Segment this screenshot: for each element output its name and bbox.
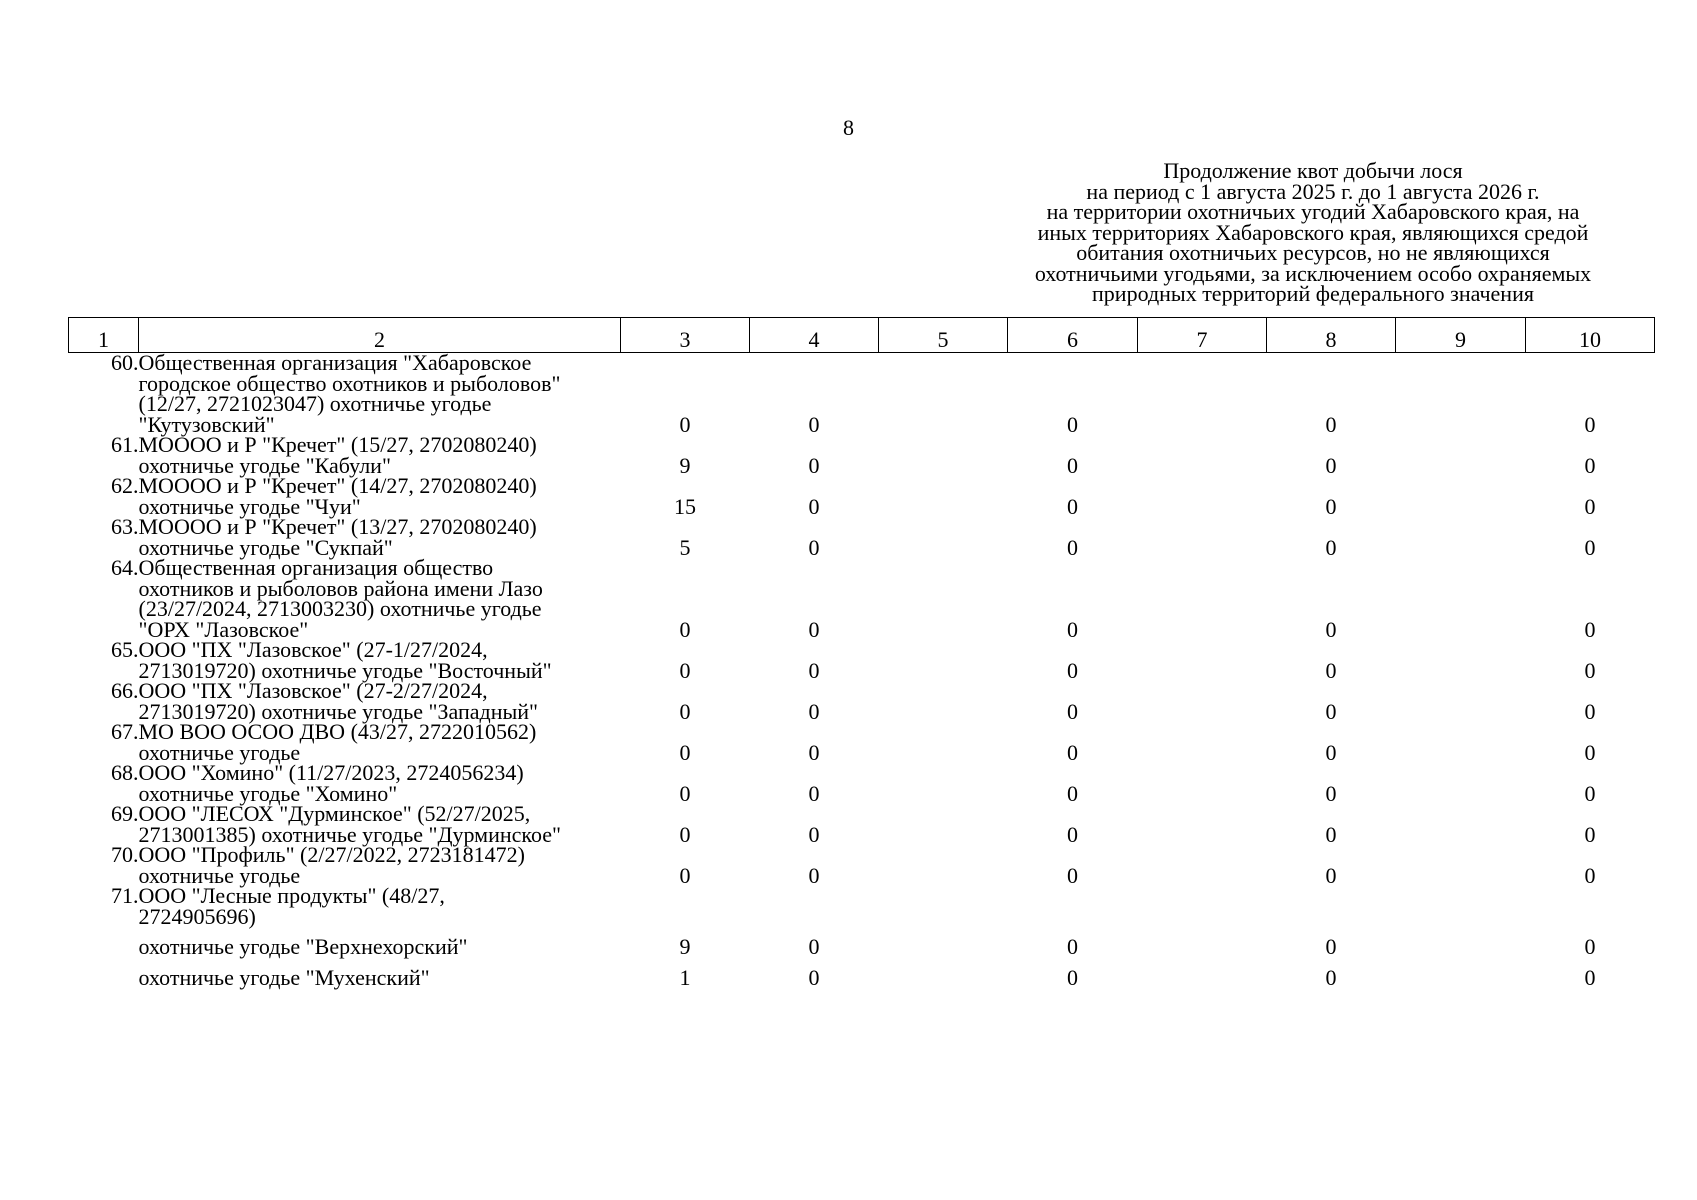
value-c3: 0: [679, 657, 691, 683]
name-line: ООО "Хомино" (11/27/2023, 2724056234): [138, 760, 524, 785]
name-line: (23/27/2024, 2713003230) охотничье угодье: [138, 596, 542, 621]
value-c4: [750, 886, 879, 927]
empty-cell: [879, 722, 1008, 763]
name-line: охотничье угодье "Мухенский": [138, 964, 430, 990]
value-c8: 0: [1325, 493, 1337, 519]
value-c8: 0: [1325, 452, 1337, 478]
row-number: 70.: [111, 842, 139, 867]
table-row: [69, 845, 1655, 886]
empty-cell: [879, 435, 1008, 476]
empty-cell: [879, 763, 1008, 804]
value-c10: 0: [1584, 616, 1596, 642]
value-c10: 0: [1584, 780, 1596, 806]
empty-cell: [879, 517, 1008, 558]
column-header-6: 6: [1008, 318, 1138, 353]
table-row: [69, 681, 1655, 722]
row-number: 62.: [111, 473, 139, 498]
empty-cell: [1396, 722, 1526, 763]
value-c3: 5: [679, 534, 691, 560]
value-c10: 0: [1584, 821, 1596, 847]
empty-cell: [879, 558, 1008, 640]
caption-line: на период с 1 августа 2025 г. до 1 августа 2026 г.: [1086, 178, 1540, 204]
name-line: Общественная организация "Хабаровское: [138, 350, 532, 375]
value-c8: 0: [1325, 411, 1337, 437]
value-c10: 0: [1584, 657, 1596, 683]
name-line: "ОРХ "Лазовское": [138, 616, 309, 642]
empty-cell: [1396, 763, 1526, 804]
empty-cell: [1138, 845, 1267, 886]
value-c6: 0: [1067, 862, 1078, 888]
table-row: [69, 517, 1655, 558]
value-c6: 0: [1067, 616, 1078, 642]
empty-cell: [1396, 640, 1526, 681]
value-c10: 0: [1584, 493, 1596, 519]
value-c4: 0: [808, 821, 820, 847]
table-row: [69, 558, 1655, 640]
value-c4: 0: [808, 862, 820, 888]
empty-cell: [1138, 353, 1267, 436]
empty-cell: [879, 958, 1008, 989]
value-c10: 0: [1584, 862, 1596, 888]
caption-line: иных территориях Хабаровского края, являющихся средой: [1037, 219, 1589, 245]
hunting-ground-name: [139, 958, 621, 989]
value-c6: 0: [1067, 411, 1078, 437]
value-c8: 0: [1325, 821, 1337, 847]
empty-cell: [879, 353, 1008, 436]
value-c3: [621, 886, 750, 927]
value-c8: 0: [1325, 780, 1337, 806]
hunting-ground-name: [138, 514, 621, 560]
empty-cell: [879, 681, 1008, 722]
name-line: охотничье угодье "Сукпай": [138, 534, 393, 560]
value-c4: 0: [808, 964, 820, 990]
empty-cell: [1396, 435, 1526, 476]
value-c6: 0: [1067, 739, 1078, 765]
empty-cell: [1396, 558, 1526, 640]
value-c8: 0: [1325, 862, 1337, 888]
column-header-2: 2: [139, 318, 621, 353]
value-c4: 0: [808, 616, 820, 642]
table-row: [69, 886, 1655, 927]
value-c8: 0: [1325, 534, 1337, 560]
value-c8: [1267, 886, 1396, 927]
row-number: 64.: [111, 555, 139, 580]
value-c6: 0: [1067, 698, 1078, 724]
name-line: охотничье угодье "Верхнехорский": [138, 934, 468, 959]
table-body: [69, 350, 1655, 990]
empty-cell: [1138, 476, 1267, 517]
hunting-ground-name: [138, 473, 621, 519]
value-c4: 0: [808, 739, 820, 765]
value-c3: 0: [679, 411, 691, 437]
row-number: [69, 927, 139, 958]
value-c6: 0: [1067, 780, 1078, 806]
hunting-ground-name: [139, 927, 621, 958]
column-header-3: 3: [621, 318, 750, 353]
empty-cell: [1396, 845, 1526, 886]
value-c4: 0: [808, 452, 820, 478]
value-c6: 0: [1067, 964, 1078, 990]
value-c3: 0: [679, 739, 691, 765]
hunting-ground-name: [138, 637, 621, 683]
hunting-ground-name: [138, 432, 621, 478]
empty-cell: [1138, 558, 1267, 640]
name-line: охотничье угодье "Хомино": [138, 780, 398, 806]
value-c6: 0: [1067, 534, 1078, 560]
column-header-10: 10: [1526, 318, 1655, 353]
name-line: 2713019720) охотничье угодье "Восточный": [138, 657, 552, 683]
page-number: 8: [843, 115, 854, 140]
empty-cell: [1138, 886, 1267, 927]
row-number: 65.: [111, 637, 139, 662]
name-line: охотничье угодье: [138, 862, 301, 888]
column-header-1: 1: [69, 318, 139, 353]
value-c10: 0: [1584, 964, 1596, 990]
row-number: 67.: [111, 719, 139, 744]
row-number: [69, 958, 139, 989]
caption-line: природных территорий федерального значения: [1092, 281, 1534, 306]
value-c6: [1008, 886, 1138, 927]
table-row: [69, 640, 1655, 681]
value-c6: 0: [1067, 452, 1078, 478]
empty-cell: [1396, 353, 1526, 436]
table-row: [69, 476, 1655, 517]
value-c3: 9: [679, 934, 691, 959]
name-line: 2724905696): [138, 903, 256, 929]
quota-table: [68, 317, 1655, 988]
value-c3: 0: [679, 821, 691, 847]
value-c4: 0: [808, 493, 820, 519]
empty-cell: [1138, 927, 1267, 958]
caption-line: охотничьими угодьями, за исключением особо охраняемых: [1034, 260, 1592, 286]
value-c3: 0: [679, 862, 691, 888]
value-c10: 0: [1584, 534, 1596, 560]
value-c3: 0: [679, 698, 691, 724]
row-number: 69.: [111, 801, 139, 826]
empty-cell: [879, 927, 1008, 958]
caption-line: на территории охотничьих угодий Хабаровского края, на: [1046, 199, 1580, 224]
name-line: ООО "Лесные продукты" (48/27,: [138, 883, 445, 908]
value-c4: 0: [808, 411, 820, 437]
table-row: [69, 958, 1655, 989]
empty-cell: [879, 886, 1008, 927]
name-line: ООО "ПХ "Лазовское" (27-1/27/2024,: [138, 637, 488, 662]
empty-cell: [1138, 435, 1267, 476]
empty-cell: [1396, 804, 1526, 845]
value-c8: 0: [1325, 698, 1337, 724]
name-line: охотничье угодье "Кабули": [138, 452, 391, 478]
empty-cell: [1396, 517, 1526, 558]
value-c3: 9: [679, 452, 691, 478]
table-row: [69, 804, 1655, 845]
table-row: [69, 435, 1655, 476]
hunting-ground-name: [138, 719, 621, 765]
row-number: 63.: [111, 514, 139, 539]
value-c8: 0: [1325, 739, 1337, 765]
empty-cell: [1138, 804, 1267, 845]
name-line: 2713001385) охотничье угодье "Дурминское": [138, 821, 561, 847]
name-line: 2713019720) охотничье угодье "Западный": [138, 698, 539, 724]
value-c8: 0: [1325, 657, 1337, 683]
name-line: Общественная организация общество: [138, 555, 494, 580]
value-c10: 0: [1584, 934, 1596, 959]
empty-cell: [1396, 886, 1526, 927]
hunting-ground-name: [138, 350, 621, 437]
name-line: (12/27, 2721023047) охотничье угодье: [138, 391, 492, 416]
row-number: 71.: [111, 883, 139, 908]
name-line: городское общество охотников и рыболовов": [138, 370, 561, 396]
value-c6: 0: [1067, 493, 1078, 519]
table-row: [69, 763, 1655, 804]
name-line: МО ВОО ОСОО ДВО (43/27, 2722010562): [138, 719, 537, 744]
value-c10: [1526, 886, 1655, 927]
column-header-9: 9: [1396, 318, 1526, 353]
table-row: [69, 722, 1655, 763]
value-c4: 0: [808, 534, 820, 560]
value-c6: 0: [1067, 657, 1078, 683]
name-line: "Кутузовский": [138, 411, 275, 437]
hunting-ground-name: [138, 760, 621, 806]
empty-cell: [1396, 927, 1526, 958]
value-c4: 0: [808, 934, 820, 959]
row-number: 68.: [111, 760, 139, 785]
name-line: охотников и рыболовов района имени Лазо: [138, 575, 543, 601]
value-c3: 1: [679, 964, 691, 990]
name-line: МОООО и Р "Кречет" (14/27, 2702080240): [138, 473, 537, 498]
empty-cell: [1396, 681, 1526, 722]
table-caption: [1013, 158, 1613, 306]
value-c10: 0: [1584, 452, 1596, 478]
column-header-7: 7: [1138, 318, 1267, 353]
value-c8: 0: [1325, 964, 1337, 990]
caption-line: Продолжение квот добычи лося: [1163, 158, 1463, 183]
value-c10: 0: [1584, 739, 1596, 765]
name-line: охотничье угодье "Чуи": [138, 493, 361, 519]
value-c3: 0: [679, 616, 691, 642]
hunting-ground-name: [138, 842, 621, 888]
name-line: МОООО и Р "Кречет" (15/27, 2702080240): [138, 432, 537, 457]
column-numbers-row: [69, 318, 1655, 353]
caption-line: обитания охотничьих ресурсов, но не являющихся: [1076, 240, 1550, 265]
hunting-ground-name: [138, 883, 621, 929]
column-header-4: 4: [750, 318, 879, 353]
column-header-5: 5: [879, 318, 1008, 353]
empty-cell: [1138, 763, 1267, 804]
row-number: 61.: [111, 432, 139, 457]
empty-cell: [879, 845, 1008, 886]
value-c10: 0: [1584, 411, 1596, 437]
empty-cell: [1138, 640, 1267, 681]
value-c4: 0: [808, 780, 820, 806]
empty-cell: [1138, 681, 1267, 722]
name-line: ООО "ЛЕСОХ "Дурминское" (52/27/2025,: [138, 801, 531, 826]
empty-cell: [1138, 517, 1267, 558]
name-line: ООО "Профиль" (2/27/2022, 2723181472): [138, 842, 525, 867]
value-c6: 0: [1067, 821, 1078, 847]
empty-cell: [879, 804, 1008, 845]
hunting-ground-name: [138, 678, 621, 724]
value-c4: 0: [808, 698, 820, 724]
table-row: [69, 927, 1655, 958]
row-number: 60.: [111, 350, 139, 375]
value-c6: 0: [1067, 934, 1078, 959]
table-row: [69, 353, 1655, 436]
empty-cell: [879, 476, 1008, 517]
name-line: МОООО и Р "Кречет" (13/27, 2702080240): [138, 514, 537, 539]
empty-cell: [1138, 722, 1267, 763]
empty-cell: [879, 640, 1008, 681]
hunting-ground-name: [138, 801, 621, 847]
value-c8: 0: [1325, 934, 1337, 959]
hunting-ground-name: [138, 555, 621, 642]
value-c3: 0: [679, 780, 691, 806]
empty-cell: [1138, 958, 1267, 989]
value-c3: 15: [674, 493, 696, 519]
column-header-8: 8: [1267, 318, 1396, 353]
name-line: охотничье угодье: [138, 739, 301, 765]
row-number: 66.: [111, 678, 139, 703]
value-c10: 0: [1584, 698, 1596, 724]
value-c8: 0: [1325, 616, 1337, 642]
empty-cell: [1396, 476, 1526, 517]
name-line: ООО "ПХ "Лазовское" (27-2/27/2024,: [138, 678, 488, 703]
value-c4: 0: [808, 657, 820, 683]
empty-cell: [1396, 958, 1526, 989]
